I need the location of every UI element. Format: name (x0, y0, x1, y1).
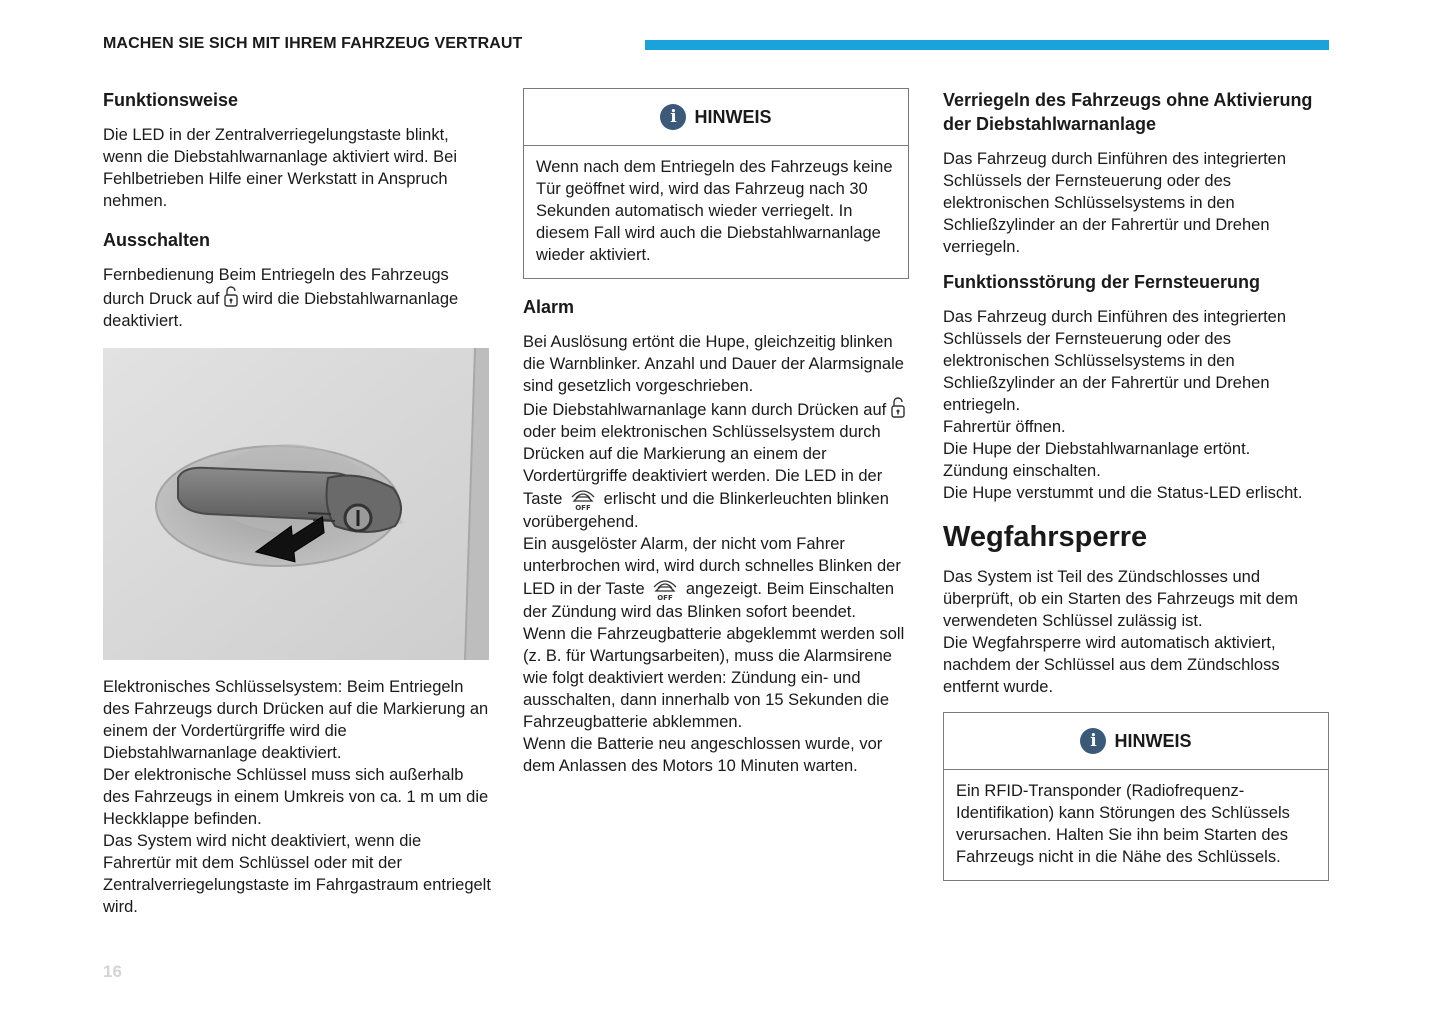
svg-text:OFF: OFF (657, 594, 674, 601)
notice-header (524, 89, 908, 146)
unlock-icon (224, 286, 238, 308)
text-alarm-2b: oder beim elektronischen Schlüsselsystem durch Drücken auf die Markierung an einem der Vordertürgriffe deaktiviert werden. Die LED in der Taste (523, 423, 883, 508)
right-column (943, 88, 1331, 881)
door-handle-illustration (103, 348, 489, 660)
notice-text: Ein RFID-Transponder (Radiofrequenz-Identifikation) kann Störungen des Schlüssels verursachen. Halten Sie ihn beim Starten des Fahrzeugs nicht in die Nähe des Schlüssels. (956, 782, 1290, 866)
text-alarm-3b: angezeigt. Beim Einschalten der Zündung wird das Blinken sofort beendet. (523, 580, 895, 621)
unlock-icon (891, 397, 905, 419)
text-alarm-2a: Die Diebstahlwarnanlage kann durch Drücken auf (523, 401, 887, 419)
text-alarm-3a: Ein ausgelöster Alarm, der nicht vom Fahrer unterbrochen wird, wird durch schnelles Blinken der LED in der Taste (523, 535, 901, 598)
notice-box-rfid (943, 712, 1329, 881)
notice-title: HINWEIS (694, 106, 772, 127)
notice-header (944, 713, 1328, 770)
heading-verriegeln: Verriegeln des Fahrzeugs ohne Aktivierung der Diebstahlwarnanlage (943, 90, 1313, 134)
text-stoerung-1: Das Fahrzeug durch Einführen des integrierten Schlüssels der Fernsteuerung oder des elektronischen Schlüsselsystems in den Schließzylinder an der Fahrertür und Drehen entriegeln. (943, 308, 1287, 414)
text-ausschalten-part1: Fernbedienung Beim Entriegeln des Fahrzeugs durch Druck auf (103, 266, 449, 308)
svg-text:OFF: OFF (575, 504, 591, 511)
text-alarm-5: Wenn die Batterie neu angeschlossen wurde, vor dem Anlassen des Motors 10 Minuten warten. (523, 735, 883, 775)
text-alarm-2 (523, 397, 911, 533)
heading-funktionsweise: Funktionsweise (103, 90, 239, 110)
text-wegfahrsperre-2: Die Wegfahrsperre wird automatisch aktiviert, nachdem der Schlüssel aus dem Zündschloss entfernt wurde. (943, 634, 1280, 696)
middle-column (523, 88, 911, 777)
text-verriegeln: Das Fahrzeug durch Einführen des integrierten Schlüssels der Fernsteuerung oder des elektronischen Schlüsselsystems in den Schließzylinder an der Fahrertür und Drehen verriegeln. (943, 150, 1287, 256)
info-icon: i (1080, 728, 1106, 754)
text-stoerung-2: Fahrertür öffnen. (943, 418, 1066, 436)
page-number: 16 (103, 962, 122, 981)
alarm-off-icon (567, 487, 599, 511)
notice-text: Wenn nach dem Entriegeln des Fahrzeugs keine Tür geöffnet wird, wird das Fahrzeug nach 30 Sekunden automatisch wieder verriegelt. In diesem Fall wird auch die Diebstahlwarnanlage wieder aktiviert. (536, 158, 893, 264)
header-accent-bar (645, 40, 1329, 50)
text-stoerung-3: Die Hupe der Diebstahlwarnanlage ertönt. (943, 440, 1251, 458)
heading-funktionsstoerung: Funktionsstörung der Fernsteuerung (943, 272, 1261, 292)
text-alarm-3 (523, 533, 911, 623)
text-stoerung-4: Zündung einschalten. (943, 462, 1101, 480)
text-ausschalten-part2: wird die Diebstahlwarnanlage deaktiviert. (103, 290, 459, 330)
text-ausschalten (103, 264, 491, 332)
door-handle-image (103, 348, 489, 660)
info-icon: i (660, 104, 686, 130)
heading-alarm: Alarm (523, 297, 575, 317)
text-alarm-4: Wenn die Fahrzeugbatterie abgeklemmt werden soll (z. B. für Wartungsarbeiten), muss die Alarmsirene wie folgt deaktiviert werden: Zündung ein- und ausschalten, dann innerhalb von 15 Sekunden die Fahrzeugbatterie abklemmen. (523, 625, 905, 731)
notice-title: HINWEIS (1114, 730, 1192, 751)
alarm-off-icon (649, 577, 681, 601)
heading-wegfahrsperre: Wegfahrsperre (943, 521, 1148, 553)
text-funktionsweise: Die LED in der Zentralverriegelungstaste blinkt, wenn die Diebstahlwarnanlage aktiviert wird. Bei Fehlbetrieben Hilfe einer Werkstatt in Anspruch nehmen. (103, 126, 458, 210)
text-wegfahrsperre-1: Das System ist Teil des Zündschlosses und überprüft, ob ein Starten des Fahrzeugs mit dem verwendeten Schlüssel zulässig ist. (943, 568, 1298, 630)
text-schluessel-umkreis: Der elektronische Schlüssel muss sich außerhalb des Fahrzeugs in einem Umkreis von ca. 1 m um die Heckklappe befinden. (103, 766, 489, 828)
notice-box-entriegeln (523, 88, 909, 279)
text-alarm-1: Bei Auslösung ertönt die Hupe, gleichzeitig blinken die Warnblinker. Anzahl und Dauer der Alarmsignale sind gesetzlich vorgeschrieben. (523, 333, 904, 395)
text-alarm-2c: erlischt und die Blinkerleuchten blinken vorübergehend. (523, 490, 889, 531)
page-header-title: MACHEN SIE SICH MIT IHREM FAHRZEUG VERTRAUT (103, 35, 523, 52)
text-stoerung-5: Die Hupe verstummt und die Status-LED erlischt. (943, 484, 1303, 502)
heading-ausschalten: Ausschalten (103, 230, 211, 250)
text-elektronisch: Elektronisches Schlüsselsystem: Beim Entriegeln des Fahrzeugs durch Drücken auf die Markierung an einem der Vordertürgriffe wird die Diebstahlwarnanlage deaktiviert. (103, 678, 489, 762)
left-column (103, 88, 491, 918)
text-system-nicht-deaktiviert: Das System wird nicht deaktiviert, wenn die Fahrertür mit dem Schlüssel oder mit der Zentralverriegelungstaste im Fahrgastraum entriegelt wird. (103, 832, 491, 916)
